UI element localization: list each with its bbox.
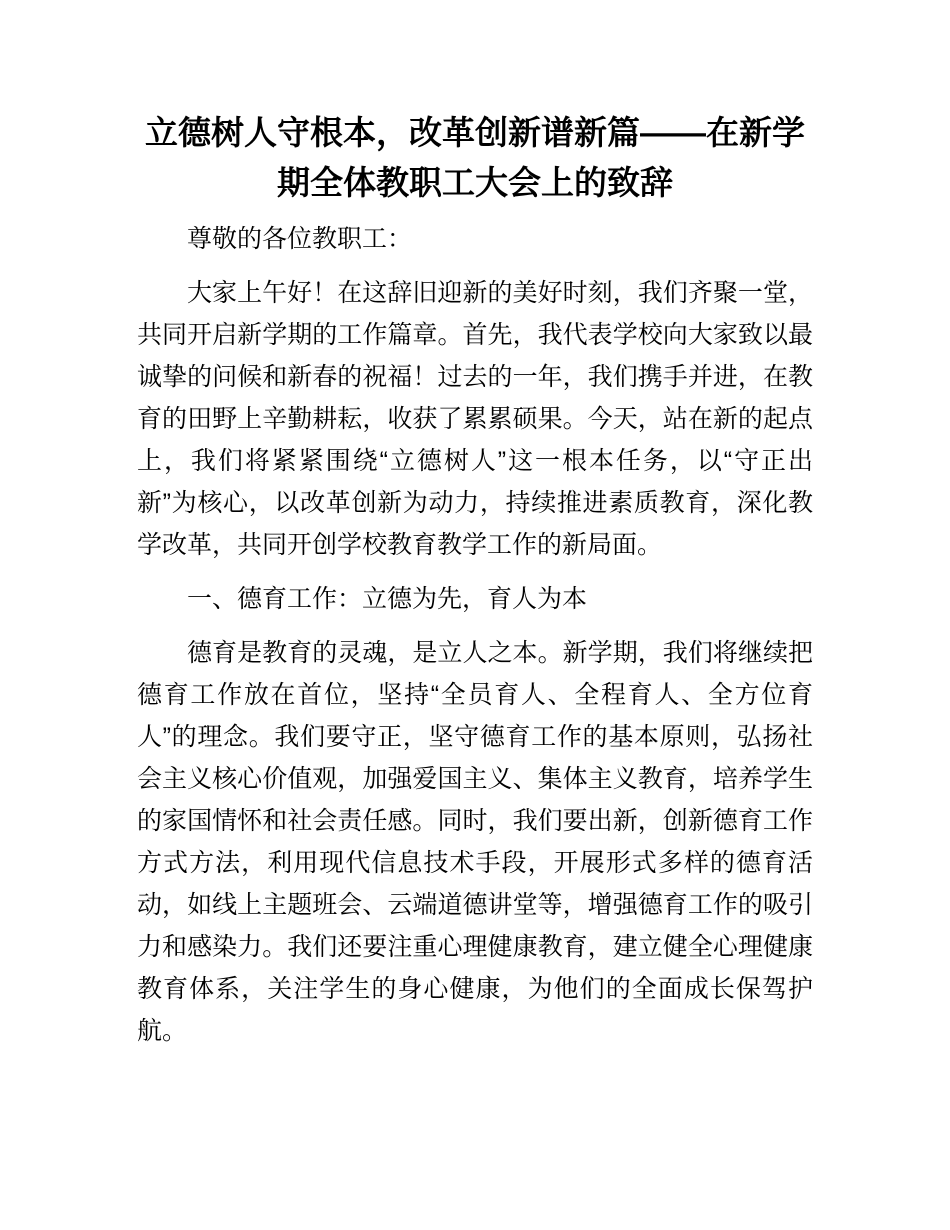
paragraph-moral-education: 德育是教育的灵魂，是立人之本。新学期，我们将继续把德育工作放在首位，坚持“全员育人、全程育人、全方位育人”的理念。我们要守正，坚守德育工作的基本原则，弘扬社会主义核心价值观，加强爱国主义、集体主义教育，培养学生的家国情怀和社会责任感。同时，我们要出新，创新德育工作方式方法，利用现代信息技术手段，开展形式多样的德育活动，如线上主题班会、云端道德讲堂等，增强德育工作的吸引力和感染力。我们还要注重心理健康教育，建立健全心理健康教育体系，关注学生的身心健康，为他们的全面成长保驾护航。 — [137, 639, 813, 1045]
paragraph-opening: 大家上午好！在这辞旧迎新的美好时刻，我们齐聚一堂，共同开启新学期的工作篇章。首先，我代表学校向大家致以最诚挚的问候和新春的祝福！过去的一年，我们携手并进，在教育的田野上辛勤耕耘，收获了累累硕果。今天，站在新的起点上，我们将紧紧围绕“立德树人”这一根本任务，以“守正出新”为核心，以改革创新为动力，持续推进素质教育，深化教学改革，共同开创学校教育教学工作的新局面。 — [137, 279, 813, 559]
section-heading-moral-education: 一、德育工作：立德为先，育人为本 — [187, 585, 588, 613]
salutation: 尊敬的各位教职工： — [187, 225, 413, 253]
document-title: 立德树人守根本，改革创新谱新篇——在新学期全体教职工大会上的致辞 — [145, 114, 805, 201]
